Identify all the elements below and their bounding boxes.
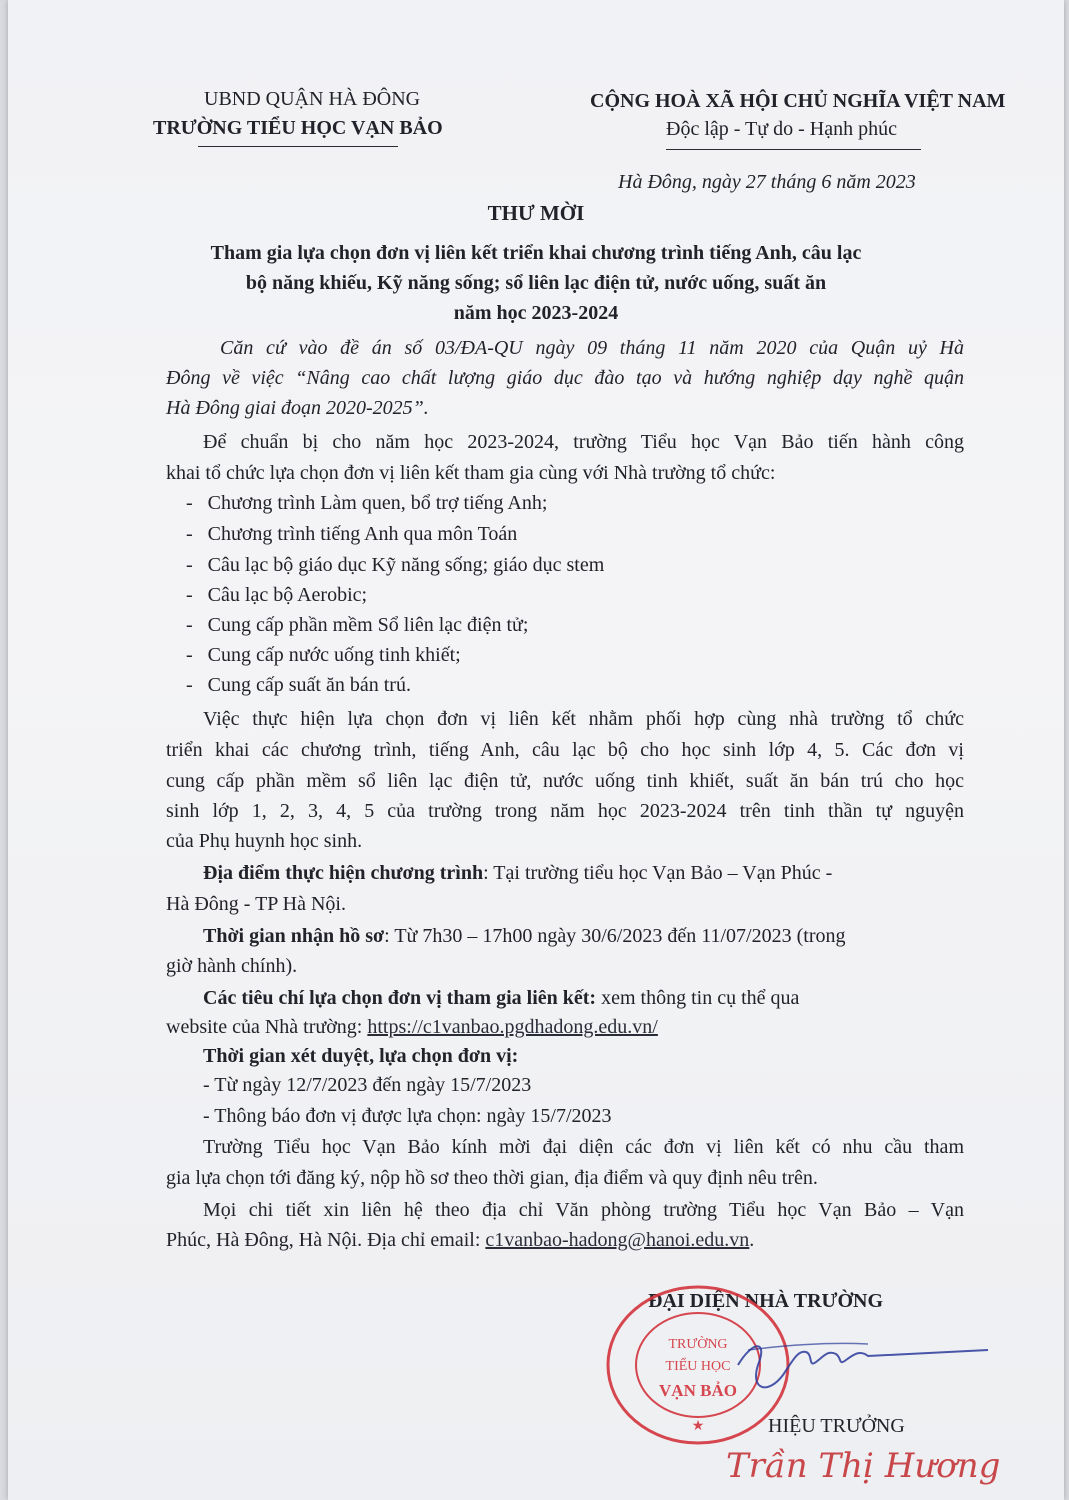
receive-line: giờ hành chính). [166, 955, 298, 977]
school-underline [198, 146, 398, 147]
agency-name: UBND QUẬN HÀ ĐÔNG [204, 88, 421, 110]
receive-label: Thời gian nhận hồ sơ [203, 925, 385, 947]
signature-scribble [728, 1320, 998, 1410]
contact-line: Mọi chi tiết xin liên hệ theo địa chỉ Văn phòng trường Tiểu học Vạn Bảo – Vạn [203, 1199, 964, 1221]
list-item: - Câu lạc bộ Aerobic; [186, 584, 368, 606]
list-item: - Câu lạc bộ giáo dục Kỹ năng sống; giáo dục stem [186, 554, 605, 576]
purpose-line: sinh lớp 1, 2, 3, 4, 5 của trường trong năm học 2023-2024 trên tinh thần tự nguyện [166, 800, 964, 822]
list-item: - Chương trình Làm quen, bổ trợ tiếng Anh; [186, 492, 548, 514]
intro-line: khai tổ chức lựa chọn đơn vị liên kết tham gia cùng với Nhà trường tổ chức: [166, 462, 776, 484]
criteria-line: Các tiêu chí lựa chọn đơn vị tham gia liên kết: xem thông tin cụ thể qua [203, 987, 800, 1009]
purpose-line: cung cấp phần mềm sổ liên lạc điện tử, nước uống tinh khiết, suất ăn bán trú cho học [166, 770, 964, 792]
signer-name: Trần Thị Hương [726, 1446, 1001, 1486]
receive-line: Thời gian nhận hồ sơ: Từ 7h30 – 17h00 ngày 30/6/2023 đến 11/07/2023 (trong [203, 925, 846, 947]
purpose-line: Việc thực hiện lựa chọn đơn vị liên kết nhằm phối hợp cùng nhà trường tổ chức [203, 708, 964, 730]
subtitle-line: năm học 2023-2024 [453, 302, 619, 324]
basis-line: Hà Đông giai đoạn 2020-2025”. [166, 397, 429, 419]
basis-line: Đông về việc “Nâng cao chất lượng giáo dục đào tạo và hướng nghiệp dạy nghề quận [166, 367, 964, 389]
stamp-star-icon: ★ [691, 1419, 705, 1434]
location-line: Hà Đông - TP Hà Nội. [166, 893, 346, 915]
purpose-line: triển khai các chương trình, tiếng Anh, câu lạc bộ cho học sinh lớp 4, 5. Các đơn vị [166, 739, 964, 761]
review-label: Thời gian xét duyệt, lựa chọn đơn vị: [203, 1045, 519, 1067]
contact-line: Phúc, Hà Đông, Hà Nội. Địa chỉ email: c1vanbao-hadong@hanoi.edu.vn. [166, 1229, 755, 1251]
location-line: Địa điểm thực hiện chương trình: Tại trường tiểu học Vạn Bảo – Vạn Phúc - [203, 862, 833, 884]
review-item: - Từ ngày 12/7/2023 đến ngày 15/7/2023 [203, 1074, 532, 1096]
location-label: Địa điểm thực hiện chương trình [203, 862, 484, 884]
republic-name: CỘNG HOÀ XÃ HỘI CHỦ NGHĨA VIỆT NAM [590, 90, 1006, 112]
motto-underline [666, 149, 921, 150]
email-link[interactable]: c1vanbao-hadong@hanoi.edu.vn [485, 1229, 750, 1251]
representative-title: ĐẠI DIỆN NHÀ TRƯỜNG [648, 1290, 884, 1312]
invite-line: Trường Tiểu học Vạn Bảo kính mời đại diện các đơn vị liên kết có nhu cầu tham [203, 1136, 964, 1158]
school-name: TRƯỜNG TIỂU HỌC VẠN BẢO [153, 117, 443, 139]
basis-line: Căn cứ vào đề án số 03/ĐA-QU ngày 09 tháng 11 năm 2020 của Quận uỷ Hà [220, 337, 964, 359]
intro-line: Để chuẩn bị cho năm học 2023-2024, trường Tiểu học Vạn Bảo tiến hành công [203, 431, 964, 453]
stamp-line: VẠN BẢO [659, 1381, 737, 1400]
review-item: - Thông báo đơn vị được lựa chọn: ngày 15/7/2023 [203, 1105, 612, 1127]
list-item: - Cung cấp nước uống tinh khiết; [186, 644, 461, 666]
list-item: - Chương trình tiếng Anh qua môn Toán [186, 523, 518, 545]
motto: Độc lập - Tự do - Hạnh phúc [666, 118, 897, 140]
stamp-line: TRƯỜNG [668, 1337, 728, 1352]
criteria-line: website của Nhà trường: https://c1vanbao.pgdhadong.edu.vn/ [166, 1016, 658, 1038]
position-title: HIỆU TRƯỞNG [768, 1415, 905, 1437]
document-title: THƯ MỜI [487, 201, 585, 225]
invite-line: gia lựa chọn tới đăng ký, nộp hồ sơ theo thời gian, địa điểm và quy định nêu trên. [166, 1167, 818, 1189]
criteria-label: Các tiêu chí lựa chọn đơn vị tham gia liên kết: [203, 987, 597, 1009]
stamp-line: TIỂU HỌC [665, 1359, 731, 1374]
subtitle-line: bộ năng khiếu, Kỹ năng sống; sổ liên lạc điện tử, nước uống, suất ăn [245, 272, 827, 294]
document-page [8, 0, 1064, 1500]
date-line: Hà Đông, ngày 27 tháng 6 năm 2023 [618, 171, 916, 193]
website-link[interactable]: https://c1vanbao.pgdhadong.edu.vn/ [367, 1016, 658, 1038]
subtitle-line: Tham gia lựa chọn đơn vị liên kết triển khai chương trình tiếng Anh, câu lạc [210, 242, 862, 264]
purpose-line: của Phụ huynh học sinh. [166, 830, 363, 852]
list-item: - Cung cấp phần mềm Sổ liên lạc điện tử; [186, 614, 529, 636]
list-item: - Cung cấp suất ăn bán trú. [186, 674, 411, 696]
